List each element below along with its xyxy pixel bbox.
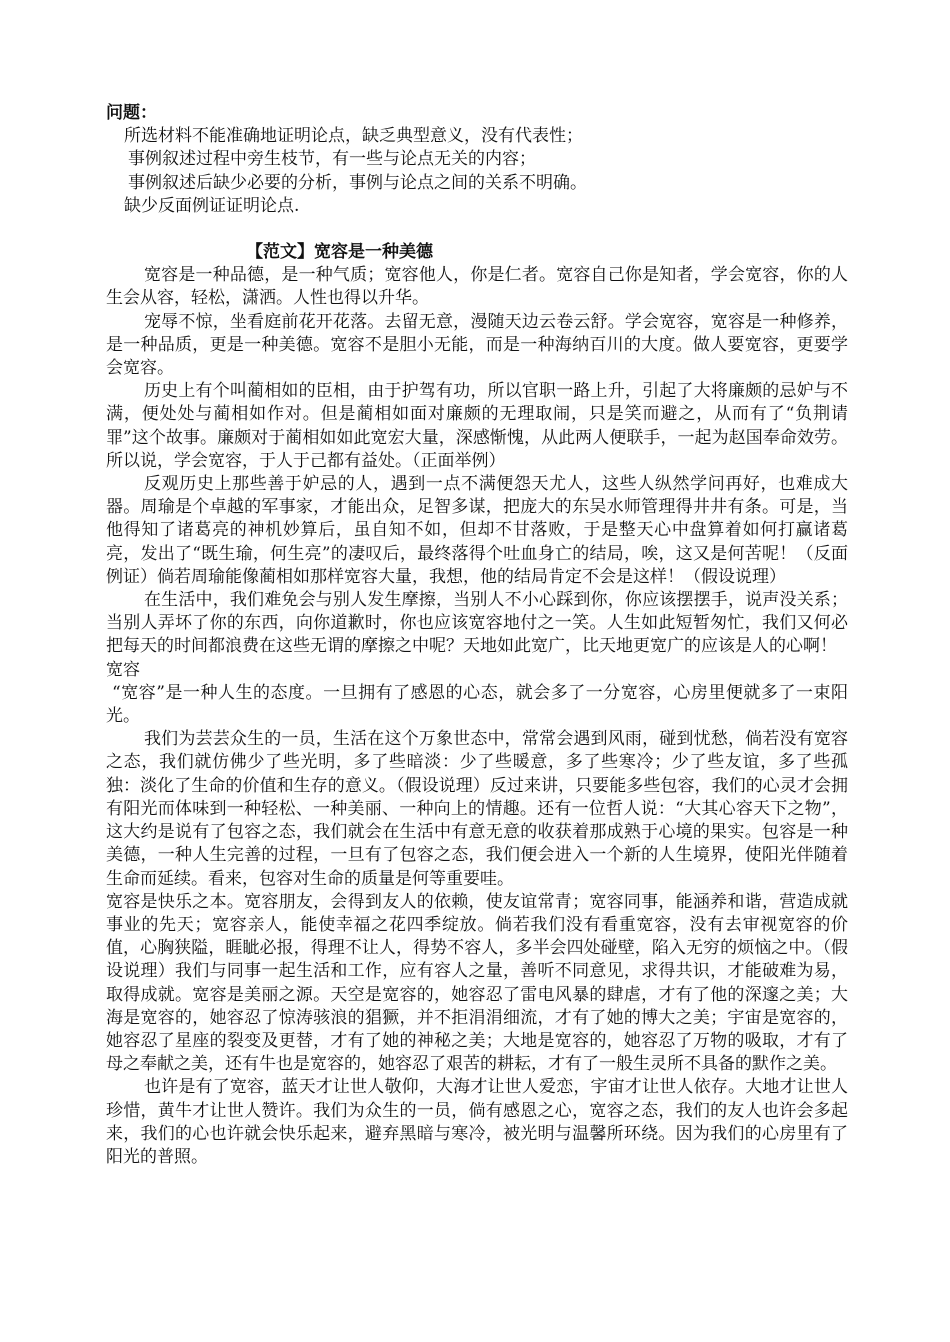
essay1-paragraph: 反观历史上那些善于妒忌的人，遇到一点不满便怨天尤人，这些人纵然学问再好，也难成大器。周瑜是个卓越的军事家，才能出众，足智多谋，把庞大的东吴水师管理得井井有条。可是，当他得知了诸葛亮的神机妙算后，虽自知不如，但却不甘落败，于是整天心中盘算着如何打赢诸葛亮，发出了“既生瑜，何生亮”的凄叹后，最终落得个吐血身亡的结局，唉，这又是何苦呢！（反面例证）倘若周瑜能像蔺相如那样宽容大量，我想，他的结局肯定不会是这样！（假设说理） (106, 474, 848, 587)
section-spacer (106, 218, 848, 241)
problems-heading: 问题： (106, 103, 157, 123)
problem-item: 事例叙述后缺少必要的分析，事例与论点之间的关系不明确。 (128, 172, 587, 193)
essay1-paragraph: 历史上有个叫蔺相如的臣相，由于护驾有功，所以官职一路上升，引起了大将廉颇的忌妒与不满，便处处与蔺相如作对。但是蔺相如面对廉颇的无理取闹，只是笑而避之，从而有了“负荆请罪”这个故事。廉颇对于蔺相如如此宽宏大量，深感惭愧，从此两人便联手，一起为赵国奉命效劳。所以说，学会宽容，于人于己都有益处。（正面举例） (106, 381, 848, 471)
problem-item: 缺少反面例证证明论点. (124, 195, 300, 216)
document-page (106, 102, 848, 1169)
problem-item: 事例叙述过程中旁生枝节，有一些与论点无关的内容； (128, 149, 536, 170)
essay2-title: 宽容 (106, 659, 140, 680)
essay1-paragraph: 宠辱不惊，坐看庭前花开花落。去留无意，漫随天边云卷云舒。学会宽容，宽容是一种修养，是一种品质，更是一种美德。宽容不是胆小无能，而是一种海纳百川的大度。做人要宽容，更要学会宽容。 (106, 311, 848, 379)
essay1-title: 【范文】宽容是一种美德 (246, 242, 433, 263)
essay2-paragraph: 宽容是快乐之本。宽容朋友，会得到友人的依赖，使友谊常青；宽容同事，能涵养和谐，营造成就事业的先天；宽容亲人，能使幸福之花四季绽放。倘若我们没有看重宽容，没有去审视宽容的价值，心胸狭隘，睚眦必报，得理不让人，得势不容人，多半会四处碰壁，陷入无穷的烦恼之中。（假设说理）我们与同事一起生活和工作，应有容人之量，善听不同意见，求得共识，才能破难为易，取得成就。宽容是美丽之源。天空是宽容的，她容忍了雷电风暴的肆虐，才有了他的深邃之美；大海是宽容的，她容忍了惊涛骇浪的猖獗，并不拒涓涓细流，才有了她的博大之美；宇宙是宽容的，她容忍了星座的裂变及更替，才有了她的神秘之美；大地是宽容的，她容忍了万物的吸取，才有了母之奉献之美，还有牛也是宽容的，她容忍了艰苦的耕耘，才有了一般生灵所不具备的默作之美。 (106, 891, 848, 1075)
problem-item: 所选材料不能准确地证明论点，缺乏典型意义，没有代表性； (124, 126, 583, 147)
essay2-paragraph: 也许是有了宽容，蓝天才让世人敬仰，大海才让世人爱恋，宇宙才让世人依存。大地才让世人珍惜，黄牛才让世人赞许。我们为众生的一员，倘有感恩之心，宽容之态，我们的友人也许会多起来，我们的心也许就会快乐起来，避弃黑暗与寒冷，被光明与温馨所环绕。因为我们的心房里有了阳光的普照。 (106, 1077, 848, 1167)
essay2-paragraph: 我们为芸芸众生的一员，生活在这个万象世态中，常常会遇到风雨，碰到忧愁，倘若没有宽容之态，我们就仿佛少了些光明，多了些暗淡：少了些暖意，多了些寒冷；少了些友谊，多了些孤独：淡化了生命的价值和生存的意义。（假设说理）反过来讲，只要能多些包容，我们的心灵才会拥有阳光而体味到一种轻松、一种美丽、一种向上的情趣。还有一位哲人说：“大其心容天下之物”，这大约是说有了包容之态，我们就会在生活中有意无意的收获着那成熟于心境的果实。包容是一种美德，一种人生完善的过程，一旦有了包容之态，我们便会进入一个新的人生境界，使阳光伴随着生命而延续。看来，包容对生命的质量是何等重要哇。 (106, 729, 848, 889)
essay2-paragraph: “宽容”是一种人生的态度。一旦拥有了感恩的心态，就会多了一分宽容，心房里便就多了一束阳光。 (106, 682, 848, 727)
essay1-paragraph: 在生活中，我们难免会与别人发生摩擦，当别人不小心踩到你，你应该摆摆手，说声没关系；当别人弄坏了你的东西，向你道歉时，你也应该宽容地付之一笑。人生如此短暂匆忙，我们又何必把每天的时间都浪费在这些无谓的摩擦之中呢？天地如此宽广，比天地更宽广的应该是人的心啊！ (106, 590, 848, 657)
problems-list (106, 125, 848, 218)
essay1-paragraph: 宽容是一种品德，是一种气质；宽容他人，你是仁者。宽容自己你是知者，学会宽容，你的人生会从容，轻松，潇洒。人性也得以升华。 (106, 265, 848, 309)
